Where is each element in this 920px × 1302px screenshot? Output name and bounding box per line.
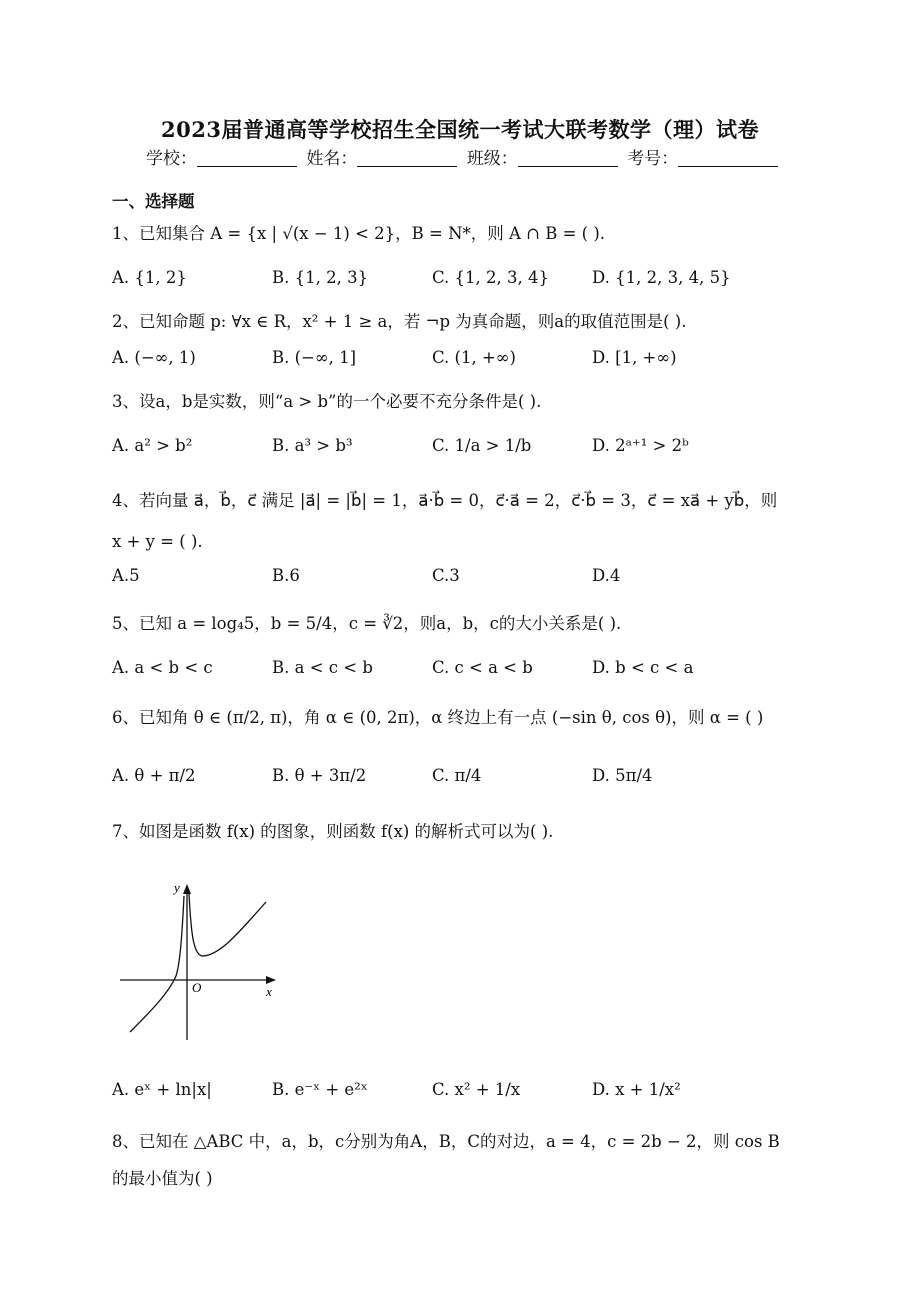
question-1-option-a[interactable]: A. {1, 2}: [112, 268, 187, 287]
question-1-option-c[interactable]: C. {1, 2, 3, 4}: [432, 268, 549, 287]
question-4-option-b[interactable]: B.6: [272, 566, 300, 585]
question-3-option-b[interactable]: B. a³ > b³: [272, 436, 353, 455]
curve-left-branch: [130, 896, 184, 1032]
origin-label: O: [192, 980, 202, 995]
name-blank[interactable]: [357, 150, 457, 167]
question-8-stem-line-2: 的最小值为( ): [112, 1169, 213, 1188]
question-5-option-d[interactable]: D. b < c < a: [592, 658, 694, 677]
question-6-option-b[interactable]: B. θ + 3π/2: [272, 766, 367, 785]
question-3-option-c[interactable]: C. 1/a > 1/b: [432, 436, 532, 455]
question-1-option-b[interactable]: B. {1, 2, 3}: [272, 268, 369, 287]
question-4-stem-line-1: 4、若向量 a⃗，b⃗，c⃗ 满足 |a⃗| = |b⃗| = 1，a⃗·b⃗ = 0，c⃗·a⃗ = 2，c⃗·b⃗ = 3，c⃗ = xa⃗ + yb⃗，则: [112, 491, 778, 510]
question-3-option-d[interactable]: D. 2ᵃ⁺¹ > 2ᵇ: [592, 436, 689, 455]
question-7-option-a[interactable]: A. eˣ + ln|x|: [112, 1080, 212, 1099]
question-4-option-c[interactable]: C.3: [432, 566, 460, 585]
exam-number-blank[interactable]: [678, 150, 778, 167]
question-6-option-c[interactable]: C. π/4: [432, 766, 482, 785]
question-6-option-a[interactable]: A. θ + π/2: [112, 766, 196, 785]
x-axis-label: x: [266, 984, 272, 999]
section-heading: 一、选择题: [112, 192, 195, 211]
question-2-stem: 2、已知命题 p: ∀x ∈ R，x² + 1 ≥ a，若 ¬p 为真命题，则a的取值范围是( ).: [112, 312, 687, 331]
question-2-option-d[interactable]: D. [1, +∞): [592, 348, 677, 367]
question-5-stem: 5、已知 a = log₄5，b = 5/4，c = ∛2，则a，b，c的大小关系是( ).: [112, 614, 622, 633]
question-1-stem: 1、已知集合 A = {x | √(x − 1) < 2}，B = N*，则 A ∩ B = ( ).: [112, 224, 606, 243]
question-5-option-a[interactable]: A. a < b < c: [112, 658, 213, 677]
student-info-row: [146, 144, 782, 169]
y-axis-arrow-icon: [183, 884, 191, 894]
question-2-option-b[interactable]: B. (−∞, 1]: [272, 348, 357, 367]
question-3-option-a[interactable]: A. a² > b²: [112, 436, 193, 455]
question-7-stem: 7、如图是函数 f(x) 的图象，则函数 f(x) 的解析式可以为( ).: [112, 822, 554, 841]
question-1-option-d[interactable]: D. {1, 2, 3, 4, 5}: [592, 268, 731, 287]
exam-number-label: 考号：: [627, 149, 679, 169]
question-4-option-d[interactable]: D.4: [592, 566, 621, 585]
function-graph: [110, 876, 290, 1046]
question-5-option-b[interactable]: B. a < c < b: [272, 658, 373, 677]
question-6-stem: 6、已知角 θ ∈ (π/2, π)，角 α ∈ (0, 2π)，α 终边上有一点 (−sin θ, cos θ)，则 α = ( ): [112, 708, 764, 727]
school-label: 学校：: [146, 149, 197, 169]
question-4-option-a[interactable]: A.5: [112, 566, 140, 585]
class-label: 班级：: [466, 149, 518, 169]
curve-right-branch: [189, 894, 266, 956]
question-7-option-b[interactable]: B. e⁻ˣ + e²ˣ: [272, 1080, 368, 1099]
question-2-option-c[interactable]: C. (1, +∞): [432, 348, 516, 367]
name-label: 姓名：: [306, 149, 358, 169]
question-5-option-c[interactable]: C. c < a < b: [432, 658, 533, 677]
x-axis-arrow-icon: [266, 976, 276, 984]
class-blank[interactable]: [518, 150, 618, 167]
question-7-option-c[interactable]: C. x² + 1/x: [432, 1080, 521, 1099]
school-blank[interactable]: [197, 150, 297, 167]
question-6-option-d[interactable]: D. 5π/4: [592, 766, 653, 785]
question-7-option-d[interactable]: D. x + 1/x²: [592, 1080, 681, 1099]
question-2-option-a[interactable]: A. (−∞, 1): [112, 348, 196, 367]
question-4-stem-line-2: x + y = ( ).: [112, 532, 203, 551]
y-axis-label: y: [174, 880, 180, 895]
exam-title: 2023届普通高等学校招生全国统一考试大联考数学（理）试卷: [161, 117, 759, 142]
question-8-stem-line-1: 8、已知在 △ABC 中，a，b，c分别为角A，B，C的对边，a = 4，c = 2b − 2，则 cos B: [112, 1132, 780, 1151]
question-3-stem: 3、设a，b是实数，则“a > b”的一个必要不充分条件是( ).: [112, 392, 542, 411]
